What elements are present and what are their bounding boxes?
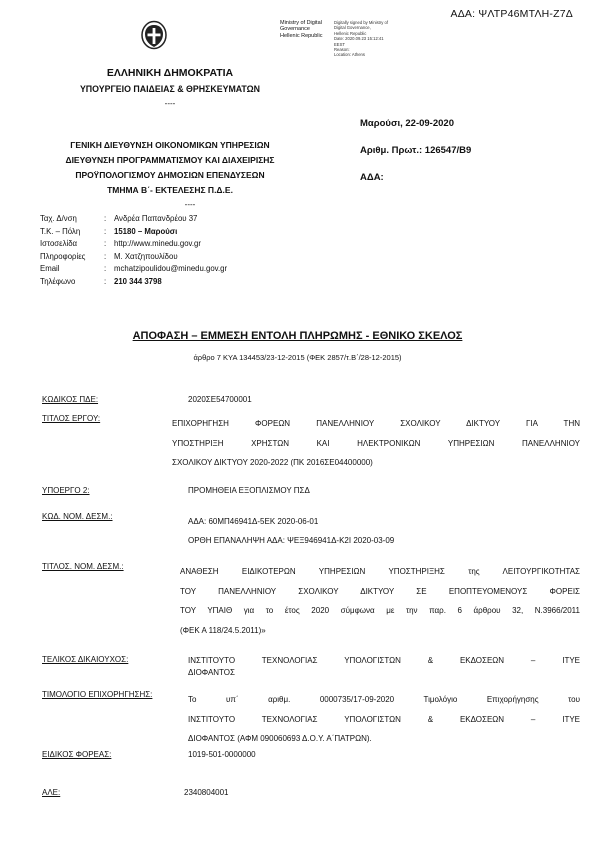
signature-line-3: Hellenic Republic [280, 32, 323, 39]
contact-row: Email : mchatzipoulidou@minedu.gov.gr [40, 263, 300, 276]
telikos-dikaiouxos-line: ΔΙΟΦΑΝΤΟΣ [188, 668, 235, 677]
ada-code: ΑΔΑ: ΨΛΤΡ46ΜΤΛΗ-Ζ7Δ [450, 8, 573, 20]
titlos-nom-desm-line: ΤΟΥ ΥΠΑΙΘ για το έτος 2020 σύμφωνα με την παρ. 6 άρθρου 32, Ν.3966/2011 [180, 606, 580, 615]
titlos-nom-desm-line: ΑΝΑΘΕΣΗ ΕΙΔΙΚΟΤΕΡΩΝ ΥΠΗΡΕΣΙΩΝ ΥΠΟΣΤΗΡΙΞΗΣ της ΛΕΙΤΟΥΡΓΙΚΟΤΗΤΑΣ [180, 567, 580, 576]
department-block [40, 138, 300, 198]
telikos-dikaiouxos-label: ΤΕΛΙΚΟΣ ΔΙΚΑΙΟΥΧΟΣ: [42, 655, 129, 664]
ypoergo-value: ΠΡΟΜΗΘΕΙΑ ΕΞΟΠΛΙΣΜΟΥ ΠΣΔ [188, 486, 310, 495]
telikos-dikaiouxos-line: ΙΝΣΤΙΤΟΥΤΟ ΤΕΧΝΟΛΟΓΙΑΣ ΥΠΟΛΟΓΙΣΤΩΝ & ΕΚΔΟΣΕΩΝ – ΙΤΥΕ [188, 656, 580, 665]
kod-nom-desm-value [188, 512, 394, 550]
signature-line-1: Ministry of Digital [280, 20, 322, 26]
signature-detail: Date: 2020.09.23 15:12:41 [334, 36, 384, 42]
contact-block [40, 213, 300, 293]
kod-nom-desm-line: ΟΡΘΗ ΕΠΑΝΑΛΗΨΗ ΑΔΑ: ΨΕΞ946941Δ-Κ2Ι 2020-03-09 [188, 536, 395, 545]
department-line: ΓΕΝΙΚΗ ΔΙΕΥΘΥΝΣΗ ΟΙΚΟΝΟΜΙΚΩΝ ΥΠΗΡΕΣΙΩΝ [70, 140, 270, 150]
hellenic-emblem-icon [140, 20, 168, 50]
titlos-ergou-line: ΕΠΙΧΟΡΗΓΗΣΗ ΦΟΡΕΩΝ ΠΑΝΕΛΛΗΝΙΟΥ ΣΧΟΛΙΚΟΥ ΔΙΚΤΥΟΥ ΓΙΑ ΤΗΝ [172, 419, 580, 428]
contact-value: 210 344 3798 [114, 277, 162, 286]
ypoergo-label: ΥΠΟΕΡΓΟ 2: [42, 486, 90, 495]
timologio-line: ΔΙΟΦΑΝΤΟΣ (ΑΦΜ 090060693 Δ.Ο.Υ. Α΄ΠΑΤΡΩΝ). [188, 734, 372, 743]
signature-line-2: Governance [280, 26, 310, 33]
contact-row: Πληροφορίες : Μ. Χατζηπουλίδου [40, 251, 300, 264]
titlos-nom-desm-line: ΤΟΥ ΠΑΝΕΛΛΗΝΙΟΥ ΣΧΟΛΙΚΟΥ ΔΙΚΤΥΟΥ ΣΕ ΕΠΟΠΤΕΥΟΜΕΝΟΥΣ ΦΟΡΕΙΣ [180, 586, 580, 596]
signature-detail: Hellenic Republic [334, 30, 367, 36]
protocol-number: Αριθμ. Πρωτ.: 126547/Β9 [360, 145, 472, 156]
ada-label: ΑΔΑ: [360, 172, 384, 183]
telikos-dikaiouxos-value [188, 655, 580, 679]
contact-value: Μ. Χατζηπουλίδου [114, 251, 178, 261]
contact-row: Τηλέφωνο : 210 344 3798 [40, 276, 300, 289]
titlos-nom-desm-line: (ΦΕΚ Α 118/24.5.2011)» [180, 625, 266, 635]
contact-label: Ταχ. Δ/νση [40, 214, 77, 223]
contact-label: Email [40, 264, 60, 274]
department-line: ΔΙΕΥΘΥΝΣΗ ΠΡΟΓΡΑΜΜΑΤΙΣΜΟΥ ΚΑΙ ΔΙΑΧΕΙΡΙΣΗΣ [65, 155, 275, 165]
titlos-ergou-value [172, 414, 580, 473]
country-heading: ΕΛΛΗΝΙΚΗ ΔΗΜΟΚΡΑΤΙΑ [106, 67, 234, 79]
contact-label: Πληροφορίες [40, 251, 86, 261]
timologio-label: ΤΙΜΟΛΟΓΙΟ ΕΠΙΧΟΡΗΓΗΣΗΣ: [42, 690, 153, 699]
signature-detail: EEST [334, 41, 345, 47]
document-date: Μαρούσι, 22-09-2020 [360, 118, 454, 129]
kodikos-pde-label: ΚΩΔΙΚΟΣ ΠΔΕ: [42, 395, 99, 404]
timologio-line: Το υπ΄ αριθμ. 0000735/17-09-2020 Τιμολόγιο Επιχορήγησης του [188, 695, 580, 704]
signature-block [280, 20, 323, 39]
signature-detail: Reason: [334, 47, 350, 53]
titlos-nom-desm-value [180, 562, 580, 640]
eidikos-foreas-label: ΕΙΔΙΚΟΣ ΦΟΡΕΑΣ: [42, 750, 112, 759]
kodikos-pde-value: 2020ΣΕ54700001 [188, 395, 252, 404]
contact-row: Τ.Κ. – Πόλη : 15180 – Μαρούσι [40, 226, 300, 239]
titlos-nom-desm-label: ΤΙΤΛΟΣ. ΝΟΜ. ΔΕΣΜ.: [42, 562, 124, 571]
department-line: ΠΡΟΫΠΟΛΟΓΙΣΜΟΥ ΔΗΜΟΣΙΩΝ ΕΠΕΝΔΥΣΕΩΝ [75, 170, 265, 180]
signature-details [334, 20, 388, 58]
signature-detail: Digital Governance, [334, 25, 371, 31]
eidikos-foreas-value: 1019-501-0000000 [188, 750, 256, 759]
titlos-ergou-label: ΤΙΤΛΟΣ ΕΡΓΟΥ: [42, 414, 101, 423]
contact-label: Τηλέφωνο [40, 277, 76, 286]
signature-detail: Location: Athens [334, 52, 365, 58]
timologio-value [188, 690, 580, 749]
contact-row: Ιστοσελίδα : http://www.minedu.gov.gr [40, 238, 300, 251]
contact-website-link[interactable]: http://www.minedu.gov.gr [114, 239, 201, 249]
document-subtitle: άρθρο 7 ΚΥΑ 134453/23-12-2015 (ΦΕΚ 2857/τ.Β΄/28-12-2015) [193, 353, 402, 362]
contact-label: Τ.Κ. – Πόλη [40, 226, 81, 236]
kod-nom-desm-line: ΑΔΑ: 60ΜΠ46941Δ-5ΕΚ 2020-06-01 [188, 517, 319, 526]
kod-nom-desm-label: ΚΩΔ. ΝΟΜ. ΔΕΣΜ.: [42, 512, 113, 521]
signature-detail: Digitally signed by Ministry of [334, 20, 388, 25]
timologio-line: ΙΝΣΤΙΤΟΥΤΟ ΤΕΧΝΟΛΟΓΙΑΣ ΥΠΟΛΟΓΙΣΤΩΝ & ΕΚΔΟΣΕΩΝ – ΙΤΥΕ [188, 714, 580, 724]
ale-label: ΑΛΕ: [42, 788, 61, 797]
titlos-ergou-line: ΣΧΟΛΙΚΟΥ ΔΙΚΤΥΟΥ 2020-2022 (ΠΚ 2016ΣΕ04400000) [172, 458, 373, 467]
department-divider: ---- [184, 200, 196, 209]
header-divider: ---- [164, 99, 176, 108]
ale-value: 2340804001 [184, 788, 229, 797]
contact-email-link[interactable]: mchatzipoulidou@minedu.gov.gr [114, 264, 228, 274]
titlos-ergou-line: ΥΠΟΣΤΗΡΙΞΗ ΧΡΗΣΤΩΝ ΚΑΙ ΗΛΕΚΤΡΟΝΙΚΩΝ ΥΠΗΡΕΣΙΩΝ ΠΑΝΕΛΛΗΝΙΟΥ [172, 438, 580, 448]
contact-row: Ταχ. Δ/νση : Ανδρέα Παπανδρέου 37 [40, 213, 300, 226]
document-title: ΑΠΟΦΑΣΗ – ΕΜΜΕΣΗ ΕΝΤΟΛΗ ΠΛΗΡΩΜΗΣ - ΕΘΝΙΚΟ ΣΚΕΛΟΣ [132, 330, 463, 342]
department-line: ΤΜΗΜΑ Β΄- ΕΚΤΕΛΕΣΗΣ Π.Δ.Ε. [107, 185, 233, 195]
ministry-heading: ΥΠΟΥΡΓΕΙΟ ΠΑΙΔΕΙΑΣ & ΘΡΗΣΚΕΥΜΑΤΩΝ [79, 84, 261, 94]
contact-value: 15180 – Μαρούσι [114, 226, 178, 236]
contact-label: Ιστοσελίδα [40, 239, 78, 249]
contact-value: Ανδρέα Παπανδρέου 37 [114, 214, 198, 223]
